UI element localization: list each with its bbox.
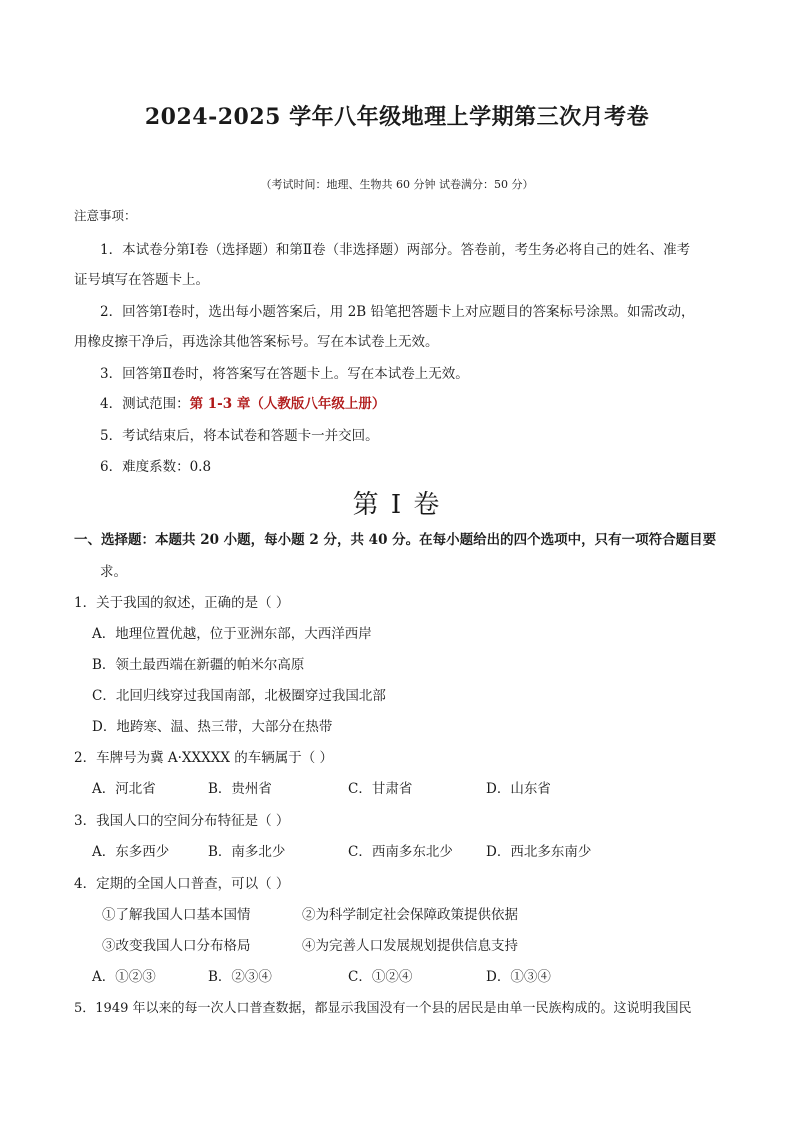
question-5-stem: 5．1949 年以来的每一次人口普查数据，都显示我国没有一个县的居民是由单一民族构成的。这说明我国民	[74, 1001, 692, 1016]
exam-title: 2024-2025 学年八年级地理上学期第三次月考卷	[144, 104, 650, 130]
question-4-option-d: D．①③④	[486, 969, 551, 985]
question-4-item-3: ③改变我国人口分布格局	[102, 938, 251, 954]
section-1-text: 一、选择题：本题共 20 小题，每小题 2 分，共 40 分。在每小题给出的四个选项中，只有一项符合题目要	[74, 532, 717, 548]
question-3-option-c: C．西南多东北少	[348, 844, 453, 860]
section-1-line-1	[74, 528, 716, 548]
question-1-stem: 1．关于我国的叙述，正确的是（ ）	[74, 595, 290, 611]
exam-subtitle: （考试时间：地理、生物共 60 分钟 试卷满分：50 分）	[260, 178, 534, 191]
question-1-option-b: B．领土最西端在新疆的帕米尔高原	[92, 657, 305, 673]
question-2-option-b: B．贵州省	[208, 781, 272, 797]
question-4-item-1: ①了解我国人口基本国情	[102, 907, 251, 923]
question-2-stem: 2．车牌号为冀 A·XXXXX 的车辆属于（ ）	[74, 750, 334, 766]
question-2-option-c: C．甘肃省	[348, 781, 413, 797]
question-1-option-a: A．地理位置优越，位于亚洲东部，大西洋西岸	[92, 626, 372, 642]
question-4-item-2: ②为科学制定社会保障政策提供依据	[302, 907, 518, 923]
note-1-line-2: 证号填写在答题卡上。	[74, 272, 209, 288]
note-4-prefix: 4．测试范围：	[100, 396, 190, 412]
question-3-option-b: B．南多北少	[208, 844, 286, 860]
question-3-stem: 3．我国人口的空间分布特征是（ ）	[74, 813, 290, 829]
question-1-option-d: D．地跨寒、温、热三带，大部分在热带	[92, 719, 333, 735]
question-3-option-d: D．西北多东南少	[486, 844, 592, 860]
note-2-line-1: 2．回答第Ⅰ卷时，选出每小题答案后，用 2B 铅笔把答题卡上对应题目的答案标号涂黑。如需改动，	[100, 304, 695, 320]
note-3: 3．回答第Ⅱ卷时，将答案写在答题卡上。写在本试卷上无效。	[100, 366, 469, 382]
note-1-line-1: 1．本试卷分第Ⅰ卷（选择题）和第Ⅱ卷（非选择题）两部分。答卷前，考生务必将自己的姓名、准考	[100, 242, 691, 258]
note-4	[100, 392, 385, 412]
volume-title: 第 I 卷	[352, 490, 442, 520]
question-2-option-d: D．山东省	[486, 781, 551, 797]
note-2-line-2: 用橡皮擦干净后，再选涂其他答案标号。写在本试卷上无效。	[74, 334, 439, 350]
notes-heading: 注意事项：	[74, 208, 137, 223]
question-3-option-a: A．东多西少	[92, 844, 170, 860]
question-4-item-4: ④为完善人口发展规划提供信息支持	[302, 938, 518, 954]
question-4-stem: 4．定期的全国人口普查，可以（ ）	[74, 876, 290, 892]
test-range: 第 1-3 章（人教版八年级上册）	[189, 396, 386, 412]
question-1-option-c: C．北回归线穿过我国南部，北极圈穿过我国北部	[92, 688, 386, 704]
question-4-option-a: A．①②③	[92, 969, 156, 985]
question-4-option-b: B．②③④	[208, 969, 272, 985]
note-5: 5．考试结束后，将本试卷和答题卡一并交回。	[100, 428, 379, 444]
note-6: 6．难度系数：0.8	[100, 459, 212, 475]
question-4-option-c: C．①②④	[348, 969, 413, 985]
question-2-option-a: A．河北省	[92, 781, 156, 797]
section-1-line-2: 求。	[100, 564, 127, 580]
